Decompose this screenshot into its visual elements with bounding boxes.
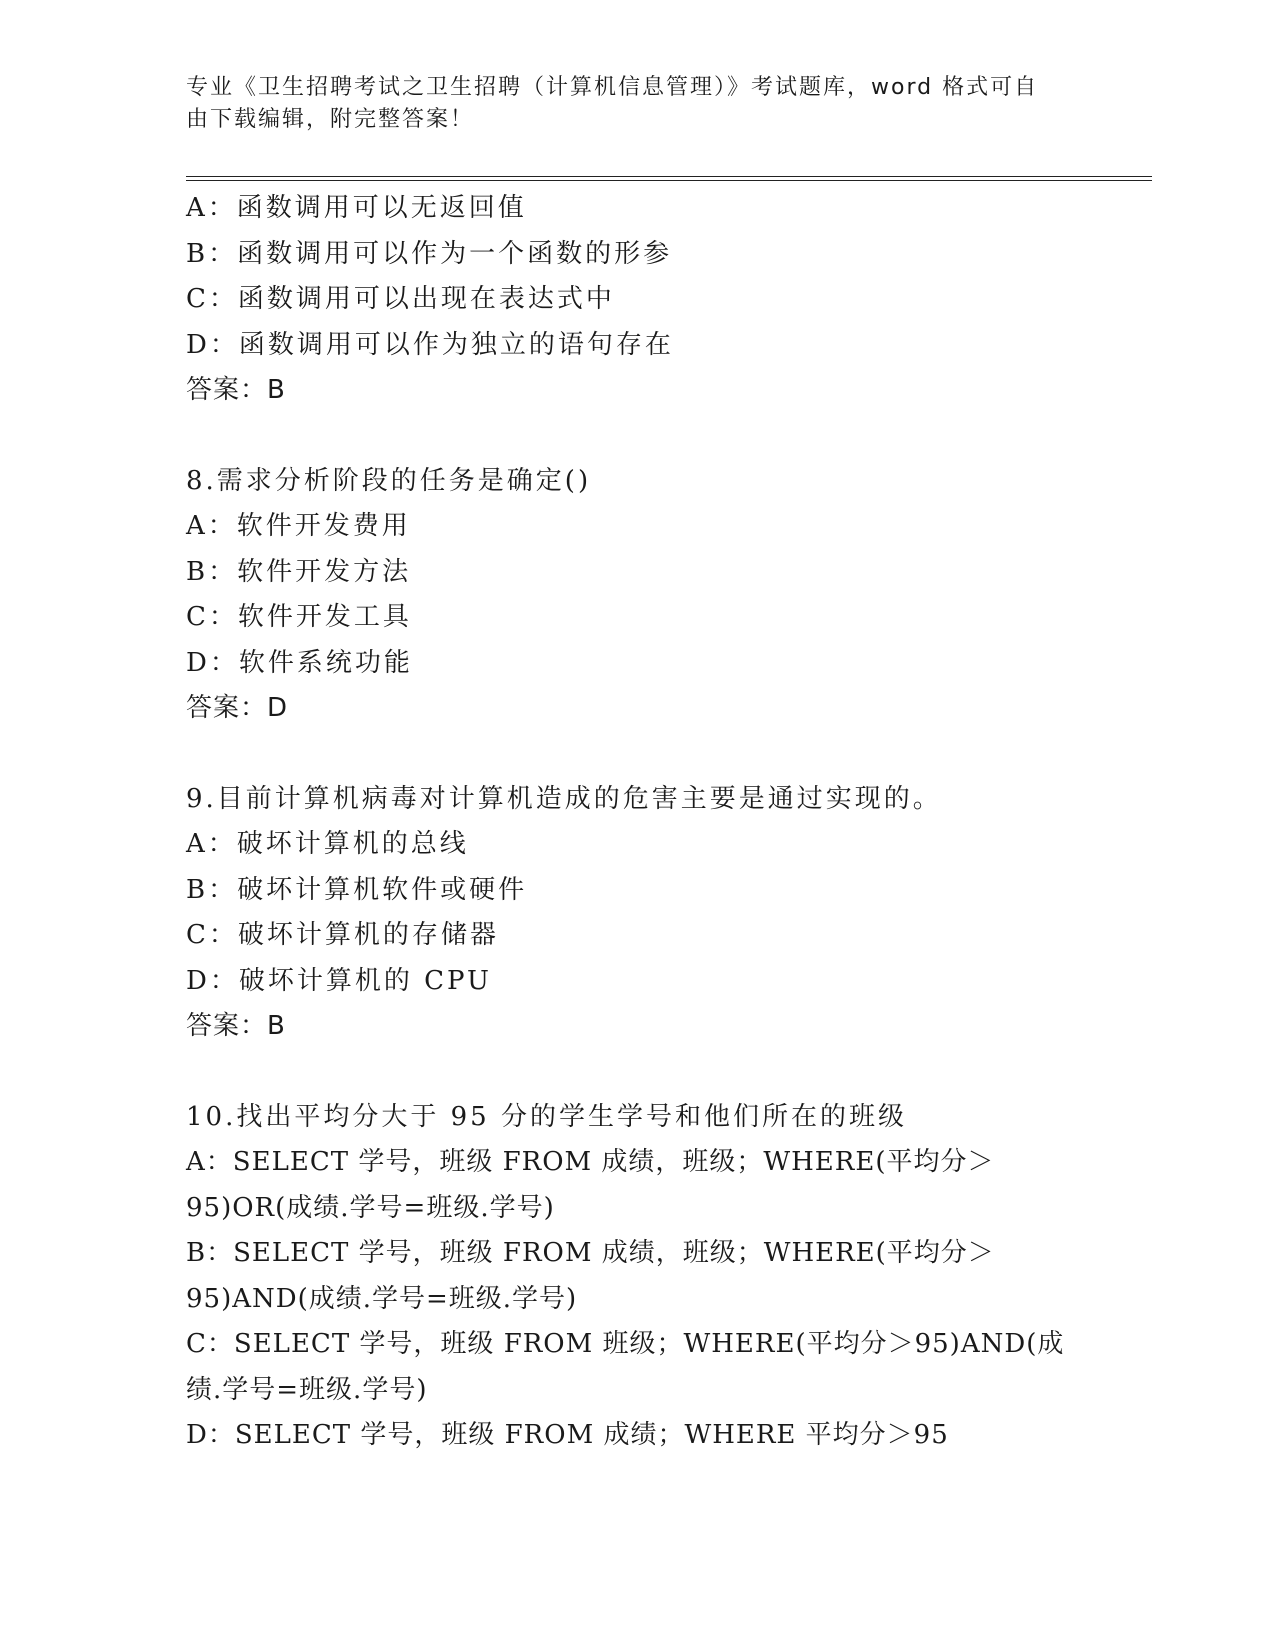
header-divider-bottom — [186, 180, 1152, 181]
question-title: 9.目前计算机病毒对计算机造成的危害主要是通过实现的。 — [186, 783, 942, 814]
option-b: B：破坏计算机软件或硬件 — [186, 874, 528, 905]
option-a: A：函数调用可以无返回值 — [186, 193, 527, 223]
option-d: D：软件系统功能 — [186, 647, 413, 678]
header-divider-top — [186, 176, 1152, 177]
question-10 — [186, 1095, 1086, 1459]
spacer — [186, 732, 1086, 777]
option-d: D：SELECT 学号，班级 FROM 成绩；WHERE 平均分＞95 — [186, 1420, 949, 1450]
header-line-1: 专业《卫生招聘考试之卫生招聘（计算机信息管理）》考试题库，word 格式可自 — [186, 75, 1039, 100]
option-c: C：SELECT 学号，班级 FROM 班级；WHERE(平均分＞95)AND(成绩.学号=班级.学号) — [186, 1329, 1065, 1405]
option-a: A：SELECT 学号，班级 FROM 成绩，班级；WHERE(平均分＞95)OR(成绩.学号=班级.学号) — [186, 1147, 995, 1223]
answer-line: 答案：B — [186, 1011, 286, 1041]
spacer — [186, 1050, 1086, 1095]
option-d: D：破坏计算机的 CPU — [186, 965, 492, 996]
answer-line: 答案：B — [186, 375, 286, 405]
spacer — [186, 414, 1086, 459]
option-c: C：软件开发工具 — [186, 602, 412, 632]
option-b: B：SELECT 学号，班级 FROM 成绩，班级；WHERE(平均分＞95)AND(成绩.学号=班级.学号) — [186, 1238, 995, 1314]
question-title: 8.需求分析阶段的任务是确定() — [186, 465, 592, 496]
question-list — [186, 186, 1086, 1459]
question-8 — [186, 459, 1086, 732]
header-line-2: 由下载编辑，附完整答案！ — [186, 107, 475, 132]
document-header — [186, 72, 1086, 136]
option-a: A：软件开发费用 — [186, 511, 411, 541]
option-c: C：函数调用可以出现在表达式中 — [186, 284, 615, 314]
option-b: B：函数调用可以作为一个函数的形参 — [186, 238, 673, 269]
question-9 — [186, 777, 1086, 1050]
answer-line: 答案：D — [186, 693, 289, 723]
option-b: B：软件开发方法 — [186, 556, 412, 587]
option-a: A：破坏计算机的总线 — [186, 829, 469, 859]
option-c: C：破坏计算机的存储器 — [186, 920, 499, 950]
question-7 — [186, 186, 1086, 414]
option-d: D：函数调用可以作为独立的语句存在 — [186, 329, 674, 360]
question-title: 10.找出平均分大于 95 分的学生学号和他们所在的班级 — [186, 1101, 907, 1132]
